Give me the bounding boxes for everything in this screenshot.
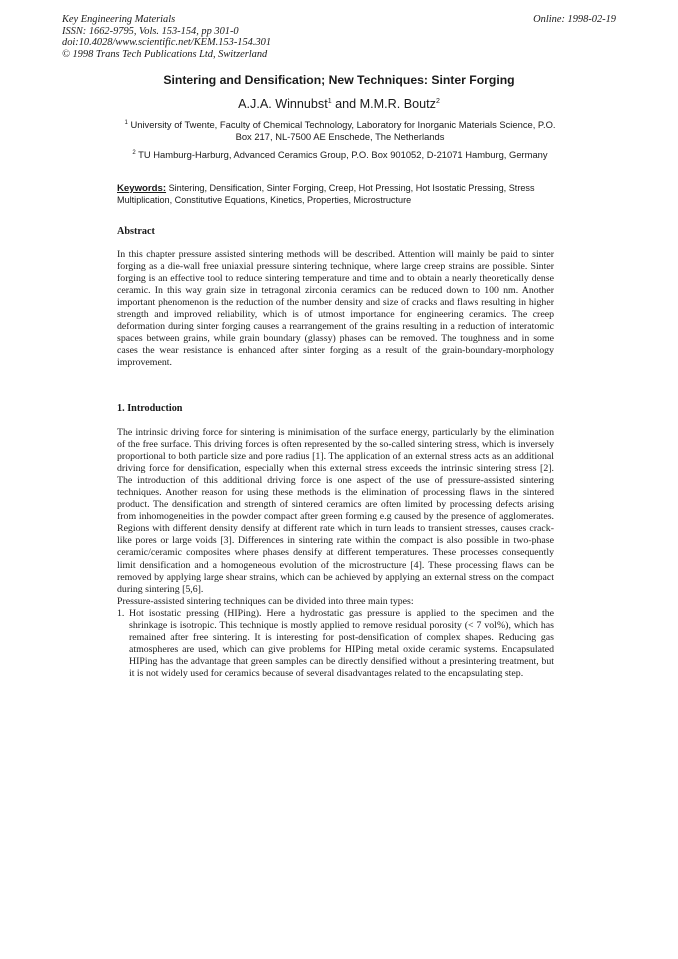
issn-line: ISSN: 1662-9795, Vols. 153-154, pp 301-0	[62, 25, 239, 37]
affiliation-1-sup: 1	[124, 120, 128, 126]
abstract-text	[117, 249, 554, 369]
author-conjunction: and	[331, 97, 360, 111]
affiliation-2-sup: 2	[132, 150, 136, 156]
keywords-text: Sintering, Densification, Sinter Forging, Creep, Hot Pressing, Hot Isostatic Pressing, Stress Multiplication, Constitutive Equations, Kinetics, Properties, Microstructure	[117, 183, 535, 205]
introduction-paragraph-1: The intrinsic driving force for sintering is minimisation of the surface energy, particularly by the elimination of the free surface. This driving forces is often represented by the so-called sintering stress, which is inversely proportional to both particle size and pore radius [1]. The application of an external stress acts as an additional driving force for densification, especially when this external stress exceeds the intrinsic sintering stress [2]. The introduction of this additional driving force is one aspect of the use of pressure-assisted sintering techniques. Another reason for using these methods is the elimination of processing flaws in the sintered product. The densification and strength of sintered ceramics are often limited by processing defects arising from inhomogeneities in the powder compact after green forming e.g caused by the presence of agglomerates. Regions with different density densify at different rate which in turn leads to transient stresses, causes crack-like pores or large voids [3]. Differences in sintering rate within the compact is also possible in two-phase ceramic/ceramic composites where phases densify at different temperatures. These processes consequently limit densification and a homogeneous evolution of the microstructure [4]. These processing flaws can be removed by applying large shear strains, which can be achieved by applying an external stress on the compact during sintering [5,6].	[117, 427, 554, 595]
copyright-line: © 1998 Trans Tech Publications Ltd, Switzerland	[62, 48, 268, 60]
abstract-paragraph: In this chapter pressure assisted sintering methods will be described. Attention will mainly be paid to sinter forging as a die-wall free uniaxial pressure sintering technique, where large creep strains are possible. Sinter forging is an effective tool to reduce sintering temperature and time and to obtain a nearly theoretically dense ceramic. In this way grain size in tetragonal zirconia ceramics can be reduced down to 100 nm. Another important phenomenon is the reduction of the number density and size of cracks and flaws resulting in higher strength and improved reliability, which is of utmost importance for engineering ceramics. The creep deformation during sinter forging causes a rearrangement of the grains resulting in a reduction of interatomic spaces between grains, while grain boundary (glassy) phases can be removed. The toughness and in some cases the wear resistance is enhanced after sinter forging as a result of the grain-boundary-morphology improvement.	[117, 249, 554, 369]
introduction-heading: 1. Introduction	[117, 403, 183, 414]
list-item-number: 1.	[117, 607, 125, 619]
author-1: A.J.A. Winnubst	[238, 97, 328, 111]
keywords-label: Keywords:	[117, 183, 167, 194]
affiliation-1-text: University of Twente, Faculty of Chemical Technology, Laboratory for Inorganic Materials Science, P.O. Box 217, NL-7500 AE Enschede, The Netherlands	[127, 119, 556, 142]
affiliation-2-text: TU Hamburg-Harburg, Advanced Ceramics Group, P.O. Box 901052, D-21071 Hamburg, Germany	[135, 149, 548, 160]
introduction-body	[117, 427, 554, 680]
journal-name: Key Engineering Materials	[62, 14, 176, 25]
online-date: Online: 1998-02-19	[533, 14, 616, 25]
introduction-paragraph-2: Pressure-assisted sintering techniques can be divided into three main types:	[117, 595, 414, 607]
author-2-sup: 2	[435, 98, 440, 105]
doi-link[interactable]: doi:10.4028/www.scientific.net/KEM.153-154.301	[62, 37, 272, 49]
list-item	[117, 608, 554, 680]
affiliation-2	[120, 149, 560, 161]
paper-title: Sintering and Densification; New Techniques: Sinter Forging	[163, 73, 515, 87]
abstract-heading: Abstract	[117, 226, 155, 237]
affiliation-1	[120, 119, 560, 142]
author-2: M.M.R. Boutz	[359, 97, 436, 111]
author-1-sup: 1	[327, 98, 332, 105]
list-item-text: Hot isostatic pressing (HIPing). Here a hydrostatic gas pressure is applied to the specimen and the shrinkage is isotropic. This technique is mostly applied to remove residual porosity (< 7 vol%), which has remained after free sintering. It is interesting for post-densification of complex shapes. Reducing gas atmospheres are used, which can give problems for HIPing metal oxide ceramic systems. Encapsulated HIPing has the advantage that green samples can be directly densified without a presintering treatment, but it is not widely used for ceramics because of several disadvantages related to the encapsulating step.	[129, 607, 554, 679]
journal-header	[62, 14, 271, 60]
author-line	[0, 97, 678, 111]
keywords-block	[117, 183, 565, 206]
